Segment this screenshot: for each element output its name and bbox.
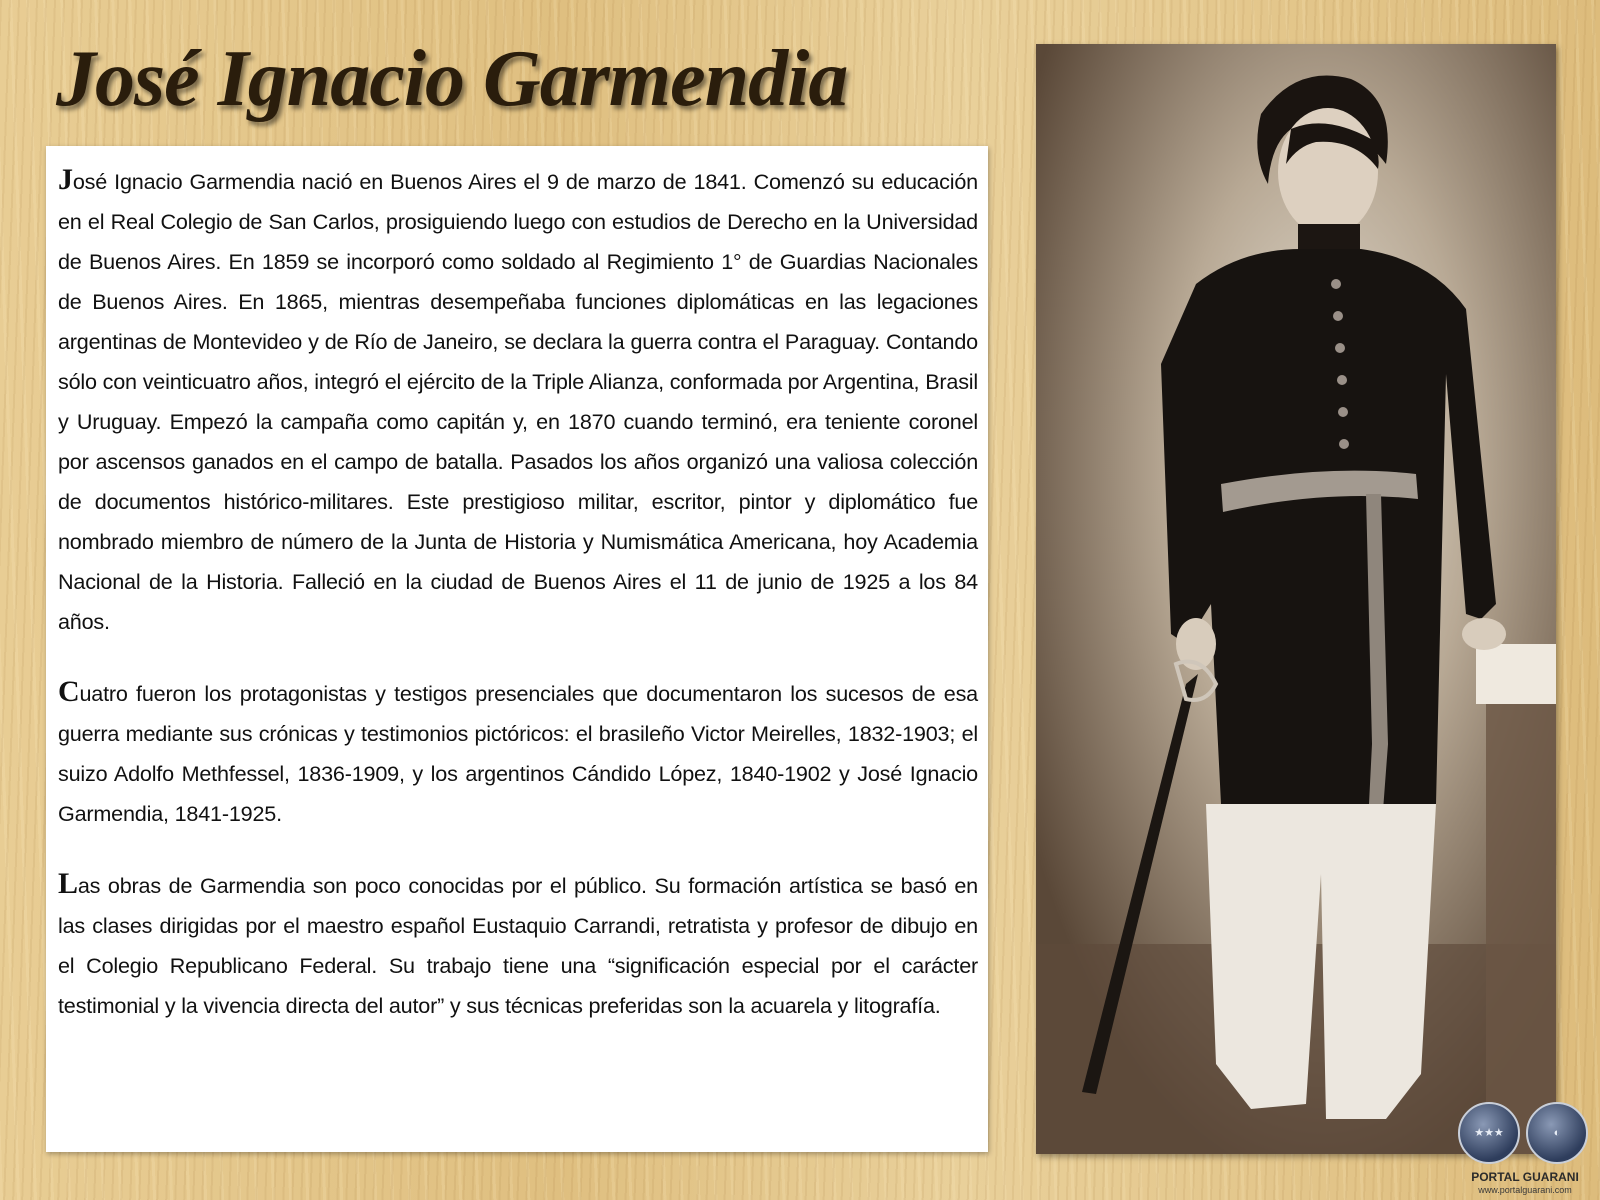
biography-paragraph-1 — [58, 160, 978, 642]
seal-right-icon: ◐ — [1526, 1102, 1588, 1164]
biography-paragraph-3 — [58, 864, 978, 1026]
seal-left-icon: ★★★ — [1458, 1102, 1520, 1164]
paragraph-text: osé Ignacio Garmendia nació en Buenos Aires el 9 de marzo de 1841. Comenzó su educación en el Real Colegio de San Carlos, prosiguiendo luego con estudios de Derecho en la Universidad de Buenos Aires. En 1859 se incorporó como soldado al Regimiento 1° de Guardias Nacionales de Buenos Aires. En 1865, mientras desempeñaba funciones diplomáticas en las legaciones argentinas de Montevideo y de Río de Janeiro, se declara la guerra contra el Paraguay. Contando sólo con veinticuatro años, integró el ejército de la Triple Alianza, conformada por Argentina, Brasil y Uruguay. Empezó la campaña como capitán y, en 1870 cuando terminó, era teniente coronel por ascensos ganados en el campo de batalla. Pasados los años organizó una valiosa colección de documentos histórico-militares. Este prestigioso militar, escritor, pintor y diplomático fue nombrado miembro de número de la Junta de Historia y Numismática Americana, hoy Academia Nacional de la Historia. Falleció en la ciudad de Buenos Aires el 11 de junio de 1925 a los 84 años. — [58, 169, 978, 634]
drop-cap: J — [58, 163, 73, 196]
biography-paragraph-2 — [58, 672, 978, 834]
drop-cap: C — [58, 675, 80, 708]
portrait-photo-icon — [1036, 44, 1556, 1154]
paragraph-text: uatro fueron los protagonistas y testigos presenciales que documentaron los sucesos de esa guerra mediante sus crónicas y testimonios pictóricos: el brasileño Victor Meirelles, 1832-1903; el suizo Adolfo Methfessel, 1836-1909, y los argentinos Cándido López, 1840-1902 y José Ignacio Garmendia, 1841-1925. — [58, 681, 978, 826]
portrait-photo — [1036, 44, 1556, 1154]
paragraph-text: as obras de Garmendia son poco conocidas por el público. Su formación artística se basó en las clases dirigidas por el maestro español Eustaquio Carrandi, retratista y profesor de dibujo en el Colegio Republicano Federal. Su trabajo tiene una “significación especial por el carácter testimonial y la vivencia directa del autor” y sus técnicas preferidas son la acuarela y litografía. — [58, 873, 978, 1018]
page-title: José Ignacio Garmendia — [56, 35, 848, 123]
biography-text-panel — [46, 146, 988, 1152]
brand-name: PORTAL GUARANI — [1471, 1170, 1579, 1184]
drop-cap: L — [58, 867, 78, 900]
brand-url: www.portalguarani.com — [1478, 1185, 1572, 1195]
